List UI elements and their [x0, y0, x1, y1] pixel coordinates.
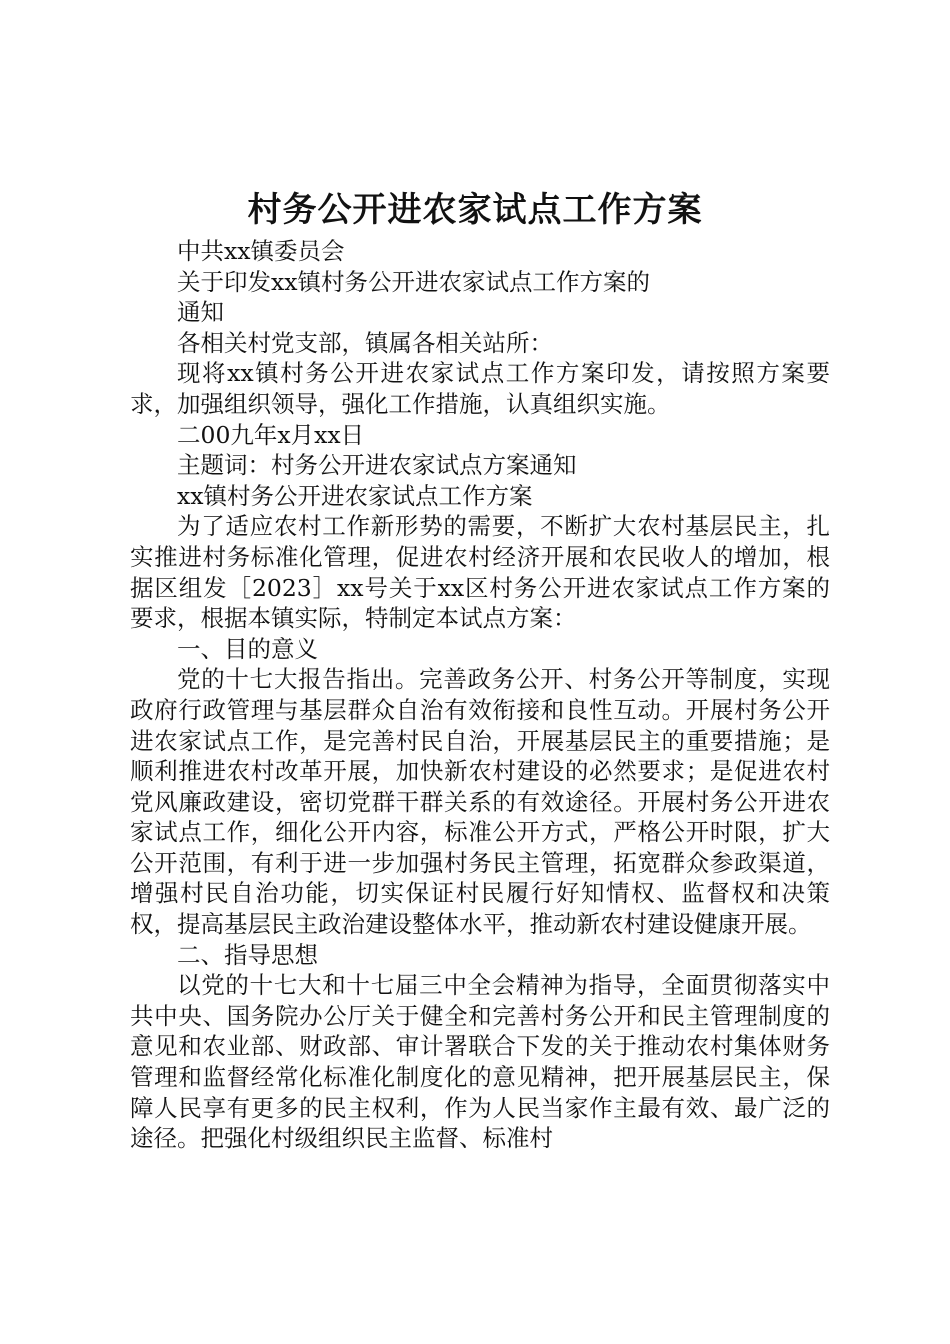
document-body	[130, 236, 830, 1154]
guiding-thought-paragraph: 以党的十七大和十七届三中全会精神为指导，全面贯彻落实中共中央、国务院办公厅关于健全和完善村务公开和民主管理制度的意见和农业部、财政部、审计署联合下发的关于推动农村集体财务管理和监督经常化标准化制度化的意见精神，把开展基层民主，保障人民享有更多的民主权利，作为人民当家作主最有效、最广泛的途径。把强化村级组织民主监督、标准村	[130, 971, 830, 1153]
document-title: 村务公开进农家试点工作方案	[247, 190, 703, 230]
purpose-paragraph: 党的十七大报告指出。完善政务公开、村务公开等制度，实现政府行政管理与基层群众自治有效衔接和良性互动。开展村务公开进农家试点工作，是完善村民自治，开展基层民主的重要措施；是顺利推进农村改革开展，加快新农村建设的必然要求；是促进农村党风廉政建设，密切党群干群关系的有效途径。开展村务公开进农家试点工作，细化公开内容，标准公开方式，严格公开时限，扩大公开范围，有利于进一步加强村务民主管理，拓宽群众参政渠道，增强村民自治功能，切实保证村民履行好知情权、监督权和决策权，提高基层民主政治建设整体水平，推动新农村建设健康开展。	[130, 665, 830, 939]
notice-subject-line: 关于印发xx镇村务公开进农家试点工作方案的	[177, 267, 651, 296]
notice-body-paragraph: 现将xx镇村务公开进农家试点工作方案印发，请按照方案要求，加强组织领导，强化工作措施，认真组织实施。	[130, 359, 830, 418]
date-line: 二00九年x月xx日	[177, 420, 365, 449]
recipients-line: 各相关村党支部，镇属各相关站所：	[177, 328, 553, 357]
plan-title-line: xx镇村务公开进农家试点工作方案	[177, 481, 533, 510]
section-heading-guiding-thought: 二、指导思想	[177, 940, 318, 969]
notice-word-line: 通知	[177, 298, 224, 327]
keywords-line: 主题词：村务公开进农家试点方案通知	[177, 451, 577, 480]
issuer-line: 中共xx镇委员会	[177, 237, 345, 265]
section-heading-purpose: 一、目的意义	[177, 634, 318, 663]
intro-paragraph: 为了适应农村工作新形势的需要，不断扩大农村基层民主，扎实推进村务标准化管理，促进农村经济开展和农民收人的增加，根据区组发［2023］xx号关于xx区村务公开进农家试点工作方案的要求，根据本镇实际，特制定本试点方案：	[130, 512, 830, 633]
